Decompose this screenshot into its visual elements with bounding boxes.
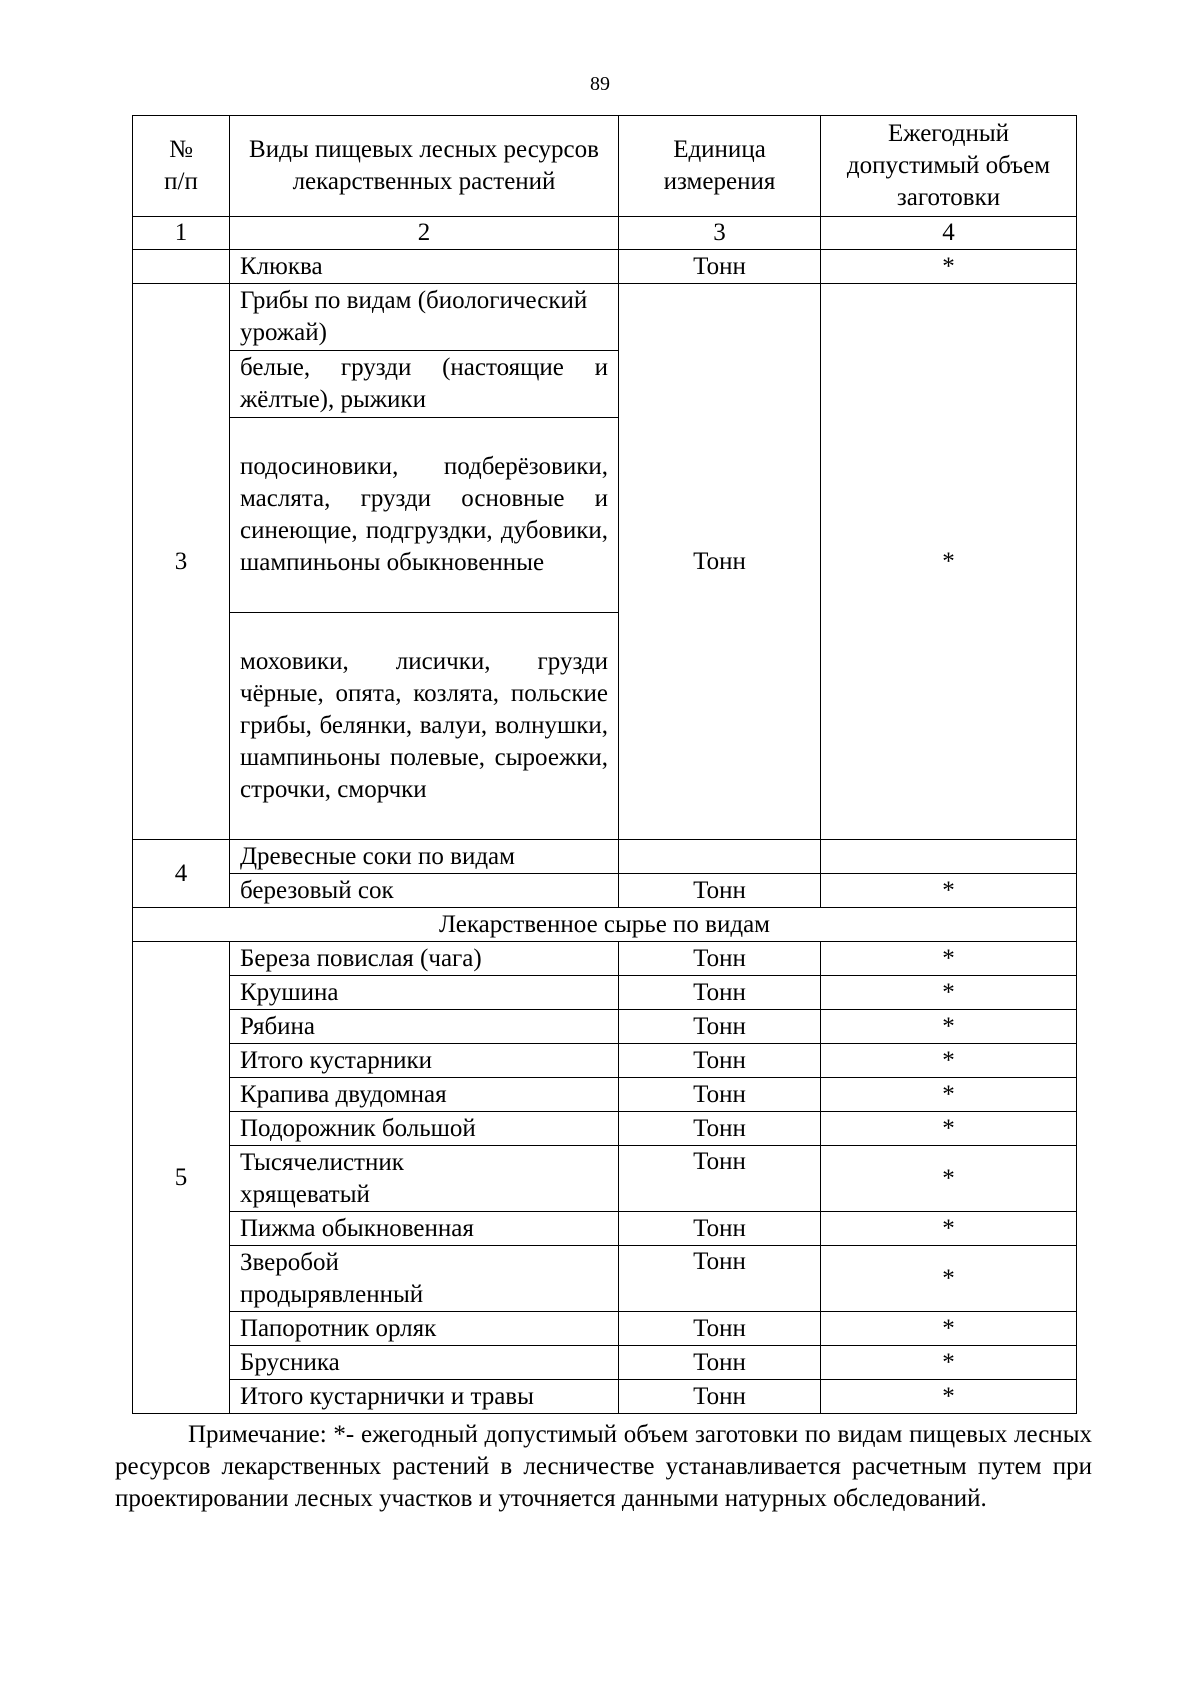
resource-name: Итого кустарнички и травы bbox=[230, 1380, 619, 1414]
unit-cell: Тонн bbox=[619, 976, 821, 1010]
column-number: 3 bbox=[619, 217, 821, 250]
volume-cell: * bbox=[821, 1246, 1077, 1312]
resource-name: Брусника bbox=[230, 1346, 619, 1380]
resource-name: Подорожник большой bbox=[230, 1112, 619, 1146]
unit-cell: Тонн bbox=[619, 1246, 821, 1312]
volume-cell: * bbox=[821, 942, 1077, 976]
volume-cell: * bbox=[821, 1078, 1077, 1112]
footnote: Примечание: *- ежегодный допустимый объем заготовки по видам пищевых лесных ресурсов лекарственных растений в лесничестве устанавливается расчетным путем при проектировании лесных участков и уточняется данными натурных обследований. bbox=[115, 1421, 1092, 1512]
volume-cell: * bbox=[821, 1312, 1077, 1346]
row-number: 5 bbox=[133, 942, 230, 1414]
volume-cell: * bbox=[821, 250, 1077, 284]
section-title: Лекарственное сырье по видам bbox=[133, 908, 1077, 942]
table-row bbox=[133, 1044, 1077, 1078]
mushroom-group-3: моховики, лисички, грузди чёрные, опята, козлята, польские грибы, белянки, валуи, волнушки, шампиньоны полевые, сыроежки, строчки, сморчки bbox=[230, 613, 619, 840]
unit-cell: Тонн bbox=[619, 250, 821, 284]
mushroom-group-header: Грибы по видам (биологический урожай) bbox=[230, 284, 619, 351]
resource-name: Клюква bbox=[230, 250, 619, 284]
unit-cell: Тонн bbox=[619, 1212, 821, 1246]
unit-cell: Тонн bbox=[619, 942, 821, 976]
unit-cell: Тонн bbox=[619, 1312, 821, 1346]
column-number: 2 bbox=[230, 217, 619, 250]
volume-cell: * bbox=[821, 1146, 1077, 1212]
resource-name: Древесные соки по видам bbox=[230, 840, 619, 874]
header-row bbox=[133, 116, 1077, 217]
row-number: 4 bbox=[133, 840, 230, 908]
table-row bbox=[133, 1312, 1077, 1346]
table-row bbox=[133, 1380, 1077, 1414]
unit-cell: Тонн bbox=[619, 1044, 821, 1078]
row-number bbox=[133, 250, 230, 284]
column-number: 1 bbox=[133, 217, 230, 250]
table-row bbox=[133, 1112, 1077, 1146]
volume-cell: * bbox=[821, 874, 1077, 908]
resource-name: Рябина bbox=[230, 1010, 619, 1044]
resources-table bbox=[132, 115, 1077, 1414]
volume-cell: * bbox=[821, 284, 1077, 840]
resource-name: Береза повислая (чага) bbox=[230, 942, 619, 976]
unit-cell: Тонн bbox=[619, 1112, 821, 1146]
unit-cell: Тонн bbox=[619, 284, 821, 840]
table-row bbox=[133, 840, 1077, 874]
unit-cell bbox=[619, 840, 821, 874]
table-row bbox=[133, 1146, 1077, 1212]
table-row bbox=[133, 1246, 1077, 1312]
resource-name: Папоротник орляк bbox=[230, 1312, 619, 1346]
resource-name: Зверобой продырявленный bbox=[230, 1246, 619, 1312]
unit-cell: Тонн bbox=[619, 1146, 821, 1212]
table-row bbox=[133, 1010, 1077, 1044]
resource-name: Итого кустарники bbox=[230, 1044, 619, 1078]
resource-name: Крушина bbox=[230, 976, 619, 1010]
column-numbering-row bbox=[133, 217, 1077, 250]
unit-cell: Тонн bbox=[619, 1010, 821, 1044]
table-row bbox=[133, 284, 1077, 351]
resource-name: Пижма обыкновенная bbox=[230, 1212, 619, 1246]
row-number: 3 bbox=[133, 284, 230, 840]
mushroom-group-1: белые, грузди (настоящие и жёлтые), рыжики bbox=[230, 351, 619, 418]
table-row bbox=[133, 1078, 1077, 1112]
table-row bbox=[133, 250, 1077, 284]
unit-cell: Тонн bbox=[619, 1346, 821, 1380]
volume-cell: * bbox=[821, 1044, 1077, 1078]
volume-cell: * bbox=[821, 976, 1077, 1010]
header-resource-type: Виды пищевых лесных ресурсов лекарственных растений bbox=[230, 116, 619, 217]
table-row bbox=[133, 1346, 1077, 1380]
volume-cell: * bbox=[821, 1346, 1077, 1380]
column-number: 4 bbox=[821, 217, 1077, 250]
header-volume: Ежегодный допустимый объем заготовки bbox=[821, 116, 1077, 217]
mushroom-group-2: подосиновики, подберёзовики, маслята, грузди основные и синеющие, подгруздки, дубовики, шампиньоны обыкновенные bbox=[230, 418, 619, 613]
table-row bbox=[133, 874, 1077, 908]
table-row bbox=[133, 1212, 1077, 1246]
section-row bbox=[133, 908, 1077, 942]
volume-cell: * bbox=[821, 1112, 1077, 1146]
volume-cell: * bbox=[821, 1212, 1077, 1246]
table-row bbox=[133, 942, 1077, 976]
resource-name: Тысячелистник хрящеватый bbox=[230, 1146, 619, 1212]
page-number: 89 bbox=[590, 73, 610, 95]
table-row bbox=[133, 976, 1077, 1010]
resource-name: березовый сок bbox=[230, 874, 619, 908]
volume-cell: * bbox=[821, 1380, 1077, 1414]
volume-cell bbox=[821, 840, 1077, 874]
resource-name: Крапива двудомная bbox=[230, 1078, 619, 1112]
unit-cell: Тонн bbox=[619, 1380, 821, 1414]
unit-cell: Тонн bbox=[619, 1078, 821, 1112]
unit-cell: Тонн bbox=[619, 874, 821, 908]
header-number: № п/п bbox=[133, 116, 230, 217]
header-unit: Единица измерения bbox=[619, 116, 821, 217]
volume-cell: * bbox=[821, 1010, 1077, 1044]
